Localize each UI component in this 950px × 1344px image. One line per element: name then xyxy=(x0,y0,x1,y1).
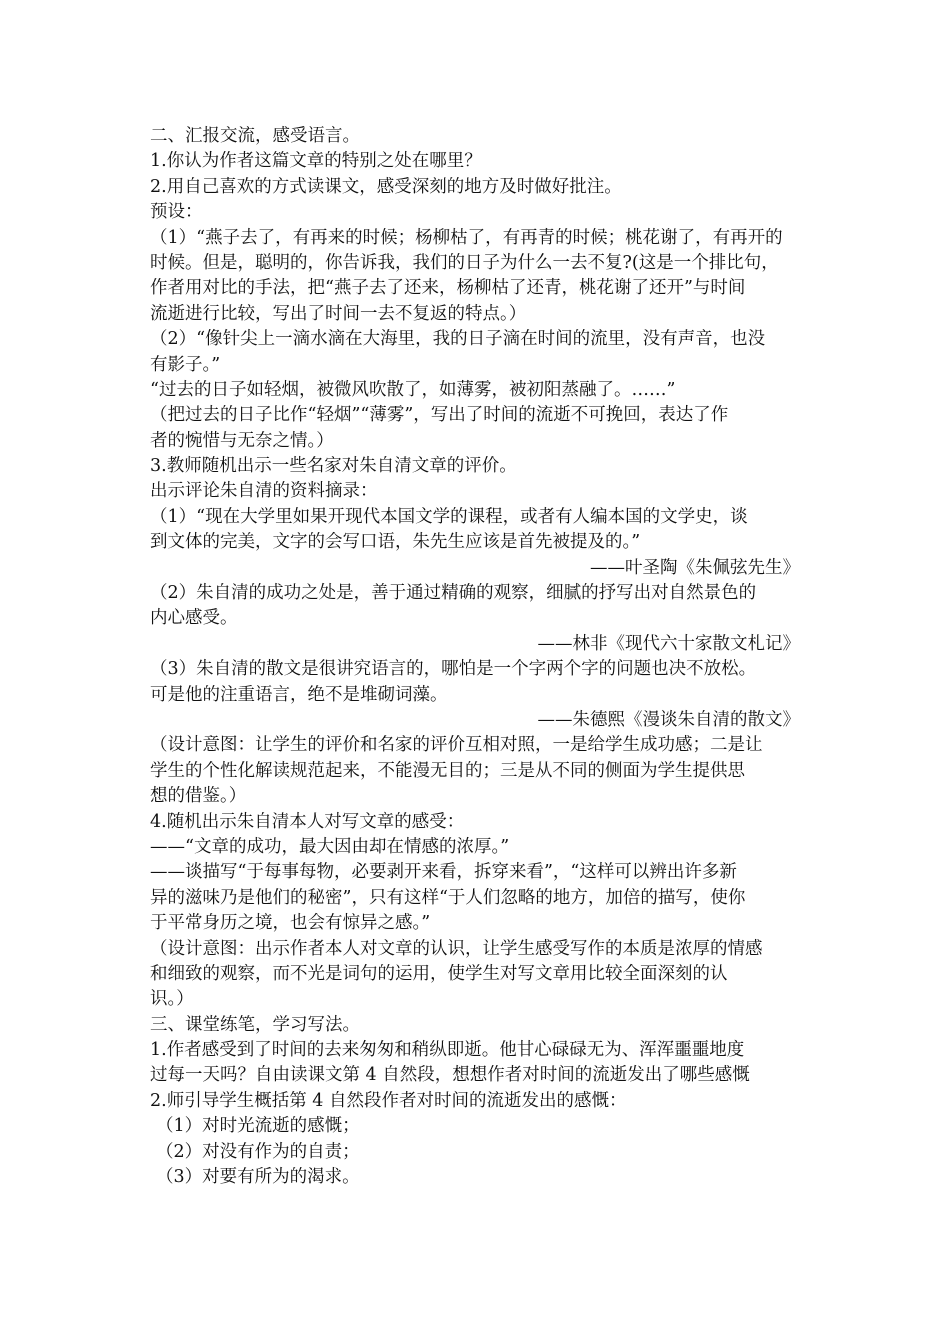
text-line: （设计意图：出示作者本人对文章的认识，让学生感受写作的本质是浓厚的情感 xyxy=(150,938,763,959)
text-line: 时候。但是，聪明的，你告诉我，我们的日子为什么一去不复?(这是一个排比句， xyxy=(150,252,779,273)
text-line: 异的滋味乃是他们的秘密”，只有这样“于人们忽略的地方，加倍的描写，使你 xyxy=(150,887,746,908)
text-line: 出示评论朱自清的资料摘录： xyxy=(150,481,378,502)
text-line: （1）对时光流逝的感慨； xyxy=(156,1116,360,1137)
text-line: “过去的日子如轻烟，被微风吹散了，如薄雾，被初阳蒸融了。……” xyxy=(150,379,676,400)
citation-line: ——叶圣陶《朱佩弦先生》 xyxy=(590,557,800,578)
text-line: 二、汇报交流，感受语言。 xyxy=(150,126,360,146)
text-line: ——谈描写“于每事每物，必要剥开来看，拆穿来看”，“这样可以辨出许多新 xyxy=(150,862,737,883)
text-line: 作者用对比的手法，把“燕子去了还来，杨柳枯了还青，桃花谢了还开”与时间 xyxy=(150,278,746,299)
text-line: 3.教师随机出示一些名家对朱自清文章的评价。 xyxy=(150,456,517,477)
text-line: 预设： xyxy=(150,202,203,223)
text-line: （2）“像针尖上一滴水滴在大海里，我的日子滴在时间的流里，没有声音，也没 xyxy=(150,329,766,350)
text-line: 有影子。” xyxy=(150,354,221,375)
text-line: 1.你认为作者这篇文章的特别之处在哪里？ xyxy=(150,151,482,172)
text-line: 三、课堂练笔，学习写法。 xyxy=(150,1014,360,1035)
text-line: 可是他的注重语言，绝不是堆砌词藻。 xyxy=(150,684,448,705)
text-line: 和细致的观察，而不光是词句的运用，使学生对写文章用比较全面深刻的认 xyxy=(150,963,728,984)
text-line: 识。） xyxy=(150,989,194,1010)
text-line: 2.用自己喜欢的方式读课文，感受深刻的地方及时做好批注。 xyxy=(150,176,622,197)
text-line: （1）“现在大学里如果开现代本国文学的课程，或者有人编本国的文学史，谈 xyxy=(150,506,748,527)
text-line: ——“文章的成功，最大因由却在情感的浓厚。” xyxy=(150,836,510,857)
text-line: （把过去的日子比作“轻烟”“薄雾”，写出了时间的流逝不可挽回，表达了作 xyxy=(150,405,729,426)
text-line: 过每一天吗？自由读课文第 4 自然段，想想作者对时间的流逝发出了哪些感慨 xyxy=(150,1065,750,1086)
text-line: 于平常身历之境，也会有惊异之感。” xyxy=(150,913,431,934)
text-line: （设计意图：让学生的评价和名家的评价互相对照，一是给学生成功感；二是让 xyxy=(150,735,763,756)
text-line: 到文体的完美，文字的会写口语，朱先生应该是首先被提及的。” xyxy=(150,532,641,553)
text-line: （1）“燕子去了，有再来的时候；杨柳枯了，有再青的时候；桃花谢了，有再开的 xyxy=(150,227,783,248)
text-line: （3）朱自清的散文是很讲究语言的，哪怕是一个字两个字的问题也决不放松。 xyxy=(150,659,757,680)
text-line: （2）对没有作为的自责； xyxy=(156,1141,360,1162)
text-line: 者的惋惜与无奈之情。） xyxy=(150,430,334,451)
text-line: 内心感受。 xyxy=(150,608,238,629)
text-line: 学生的个性化解读规范起来，不能漫无目的；三是从不同的侧面为学生提供思 xyxy=(150,760,745,781)
text-line: 1.作者感受到了时间的去来匆匆和稍纵即逝。他甘心碌碌无为、浑浑噩噩地度 xyxy=(150,1040,745,1061)
document-page xyxy=(150,124,800,1190)
text-line: （3）对要有所为的渴求。 xyxy=(156,1167,360,1188)
citation-line: ——朱德熙《漫谈朱自清的散文》 xyxy=(537,709,800,730)
text-line: （2）朱自清的成功之处是，善于通过精确的观察，细腻的抒写出对自然景色的 xyxy=(150,583,757,604)
text-line: 4.随机出示朱自清本人对写文章的感受： xyxy=(150,811,465,832)
text-line: 2.师引导学生概括第 4 自然段作者对时间的流逝发出的感慨： xyxy=(150,1090,627,1111)
text-line: 流逝进行比较，写出了时间一去不复返的特点。） xyxy=(150,303,527,324)
text-line: 想的借鉴。） xyxy=(150,786,247,807)
citation-line: ——林非《现代六十家散文札记》 xyxy=(537,633,800,654)
